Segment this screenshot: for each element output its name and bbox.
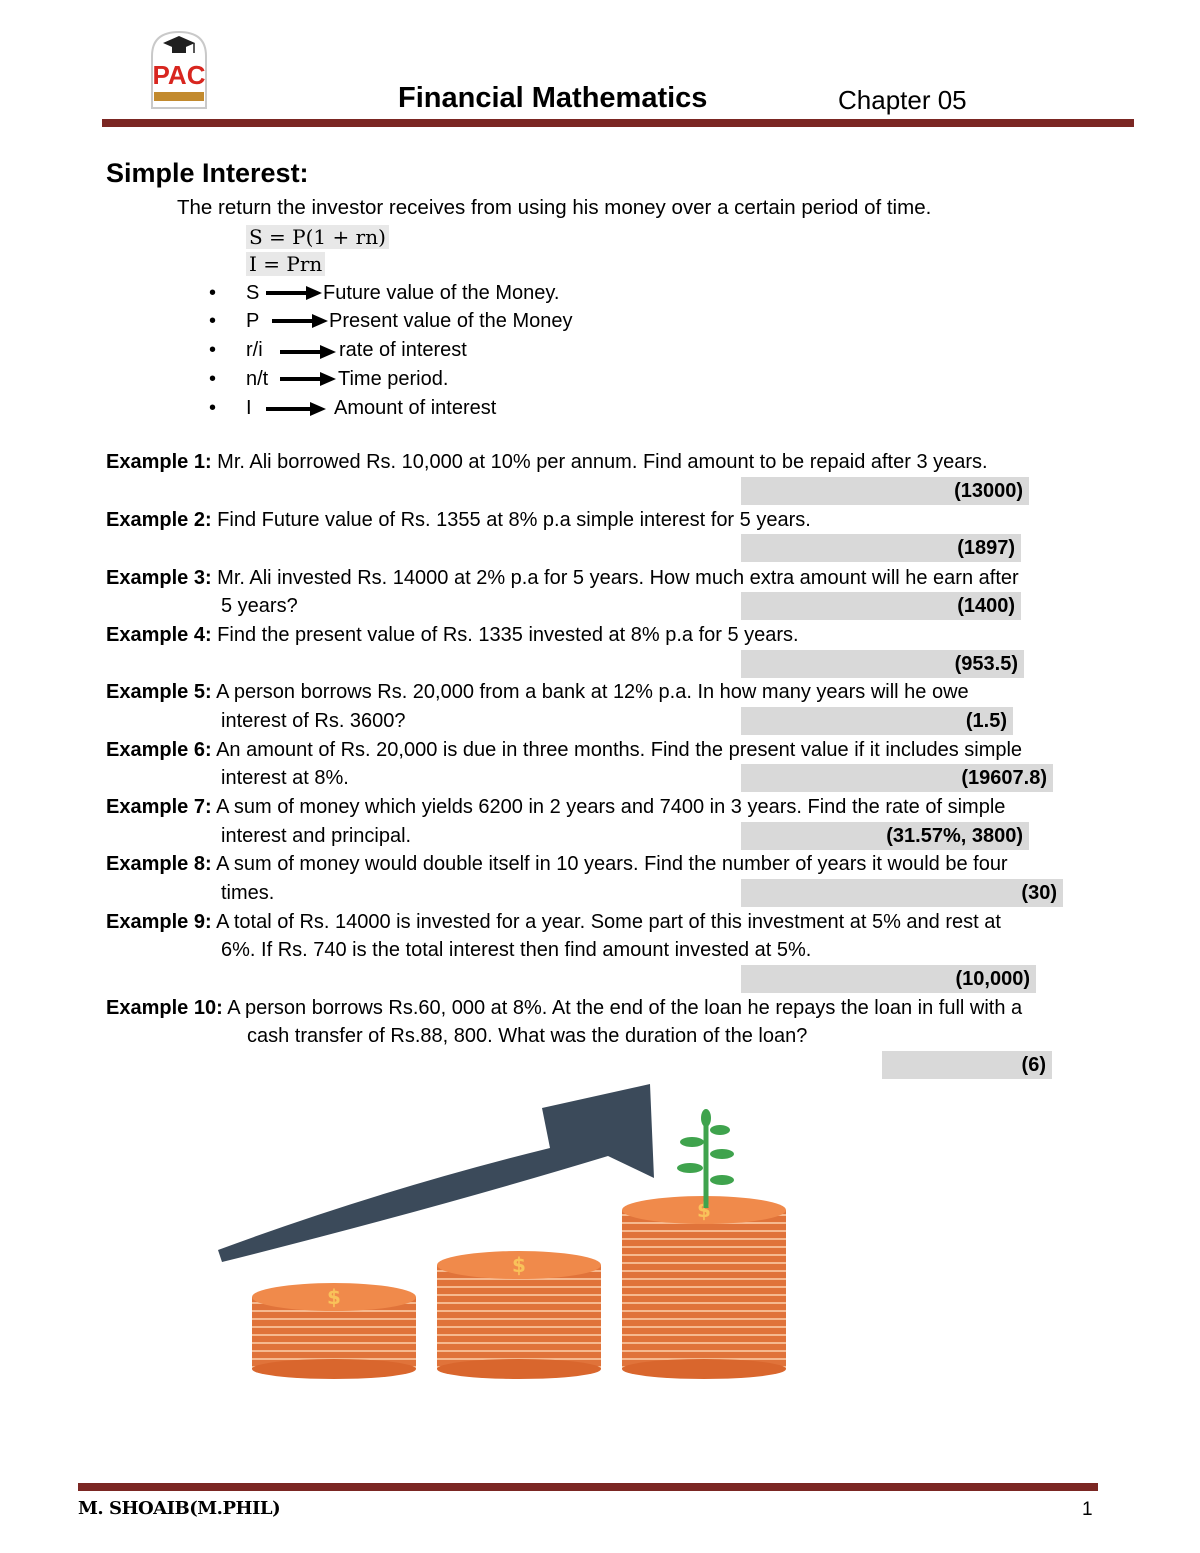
footer-divider: [78, 1483, 1098, 1491]
example-answer: (953.5): [741, 650, 1024, 678]
svg-text:$: $: [327, 1285, 341, 1309]
example-answer: (10,000): [741, 965, 1036, 993]
example-label: Example 2:: [106, 509, 212, 531]
legend-meaning: Present value of the Money: [329, 310, 573, 332]
formula-future-value: S = P(1 + rn): [246, 225, 389, 249]
arrow-right-icon: [278, 370, 338, 388]
svg-text:$: $: [512, 1253, 526, 1277]
example-label: Example 7:: [106, 796, 212, 818]
example-label: Example 8:: [106, 853, 212, 875]
legend-symbol: r/i: [246, 339, 263, 361]
example-text-continued: 6%. If Rs. 740 is the total interest then find amount invested at 5%.: [221, 939, 812, 961]
example-text: A sum of money would double itself in 10 years. Find the number of years it would be four: [216, 853, 1008, 875]
example-text: An amount of Rs. 20,000 is due in three months. Find the present value if it includes simple: [216, 739, 1023, 761]
logo-text: PAC: [152, 60, 206, 90]
example-text: A sum of money which yields 6200 in 2 years and 7400 in 3 years. Find the rate of simple: [216, 796, 1006, 818]
legend-meaning: Amount of interest: [334, 397, 497, 419]
legend-symbol: n/t: [246, 368, 269, 390]
coin-stack-icon: [252, 1283, 416, 1379]
example-text: Mr. Ali borrowed Rs. 10,000 at 10% per annum. Find amount to be repaid after 3 years.: [217, 451, 988, 473]
example-answer: (1.5): [741, 707, 1013, 735]
example-text-continued: times.: [221, 882, 275, 904]
growth-illustration: [210, 1080, 810, 1380]
example-text-continued: cash transfer of Rs.88, 800. What was the duration of the loan?: [247, 1025, 808, 1047]
header-divider: [102, 119, 1134, 127]
example-label: Example 4:: [106, 624, 212, 646]
footer-author: M. SHOAIB(M.PHIL): [78, 1498, 281, 1519]
example-text-continued: interest at 8%.: [221, 767, 349, 789]
example-label: Example 6:: [106, 739, 212, 761]
bullet-icon: •: [209, 368, 217, 390]
formula-interest: I = Prn: [246, 252, 325, 276]
plant-icon: [677, 1109, 734, 1208]
legend-symbol: I: [246, 397, 252, 419]
section-title: Simple Interest:: [106, 158, 309, 188]
legend-meaning: Future value of the Money.: [323, 282, 560, 304]
example-answer: (6): [882, 1051, 1052, 1079]
example-answer: (30): [741, 879, 1063, 907]
definition-text: The return the investor receives from using his money over a certain period of time.: [177, 196, 932, 219]
arrow-right-icon: [264, 284, 324, 302]
bullet-icon: •: [209, 310, 217, 332]
example-text-continued: interest of Rs. 3600?: [221, 710, 406, 732]
example-text: A total of Rs. 14000 is invested for a year. Some part of this investment at 5% and rest at: [216, 911, 1001, 933]
example-answer: (31.57%, 3800): [741, 822, 1029, 850]
legend-meaning: Time period.: [338, 368, 449, 390]
example-text: A person borrows Rs. 20,000 from a bank at 12% p.a. In how many years will he owe: [216, 681, 969, 703]
example-text: Mr. Ali invested Rs. 14000 at 2% p.a for 5 years. How much extra amount will he earn after: [217, 567, 1019, 589]
svg-text:$: $: [697, 1198, 711, 1222]
example-text-continued: interest and principal.: [221, 825, 412, 847]
example-label: Example 1:: [106, 451, 212, 473]
arrow-right-icon: [270, 312, 330, 330]
pac-logo: [148, 28, 210, 110]
example-label: Example 3:: [106, 567, 212, 589]
document-title: Financial Mathematics: [398, 82, 708, 114]
bullet-icon: •: [209, 282, 217, 304]
bullet-icon: •: [209, 397, 217, 419]
example-answer: (1400): [741, 592, 1021, 620]
chapter-label: Chapter 05: [838, 85, 967, 115]
example-label: Example 5:: [106, 681, 212, 703]
example-text: Find Future value of Rs. 1355 at 8% p.a simple interest for 5 years.: [217, 509, 811, 531]
example-label: Example 10:: [106, 997, 223, 1019]
arrow-right-icon: [264, 400, 328, 418]
page-number: 1: [1082, 1499, 1093, 1520]
legend-symbol: P: [246, 310, 260, 332]
coin-stack-icon: [437, 1251, 601, 1379]
example-answer: (1897): [741, 534, 1021, 562]
coin-stack-icon: [622, 1196, 786, 1379]
example-label: Example 9:: [106, 911, 212, 933]
legend-meaning: rate of interest: [339, 339, 467, 361]
bullet-icon: •: [209, 339, 217, 361]
example-answer: (13000): [741, 477, 1029, 505]
example-answer: (19607.8): [741, 764, 1053, 792]
example-text: Find the present value of Rs. 1335 invested at 8% p.a for 5 years.: [217, 624, 799, 646]
arrow-right-icon: [278, 343, 338, 361]
legend-symbol: S: [246, 282, 260, 304]
growth-arrow-icon: [218, 1084, 654, 1262]
example-text: A person borrows Rs.60, 000 at 8%. At the end of the loan he repays the loan in full with a: [227, 997, 1023, 1019]
example-text-continued: 5 years?: [221, 595, 298, 617]
